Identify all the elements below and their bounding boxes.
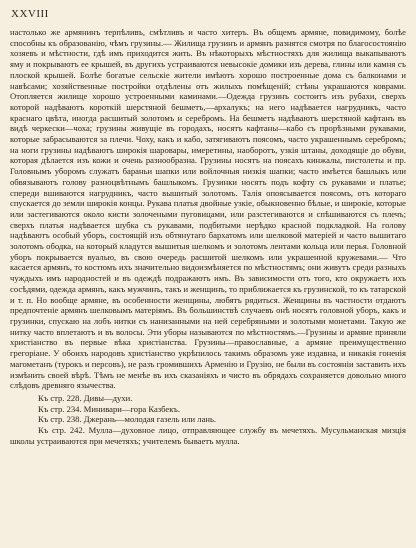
endnotes xyxy=(10,393,406,447)
body-paragraph: настолько же армянинъ терпѣливъ, смѣтливъ и часто хитеръ. Въ общемъ армяне, повидимому, болѣе способны къ образованію, чѣмъ грузины.— Жилища грузинъ и армянъ разнятся смотря по благосостоянію хозяевъ и мѣстности, гдѣ имъ приходится жить. Въ нѣкоторыхъ мѣстностяхъ для жилища выкапываютъ яму и покрываютъ ее крышей, въ другихъ устраиваются невысокіе домики изъ дерева, глины или камня съ плоской крышей. Болѣе богатые сельскіе жители имѣютъ хорошо построенные дома съ балконами и навѣсами; хозяйственные постройки отдѣлены отъ жилыхъ помѣщеній; стѣны украшаются коврами. Отопляется жилище хорошо устроенными каминами.—Одежда грузинъ состоитъ изъ рубахи, сверхъ которой надѣваютъ короткій шерстяной бешметъ,—архалукъ; на него надѣвается нагрудникъ, часто краснаго цвѣта, иногда расшитый золотомъ и серебромъ. На бешметъ надѣваютъ шерстяной кафтанъ въ видѣ черкески—чоха; грузины живущіе въ городахъ, носятъ кафтаны—кабо съ прорѣзными рукавами, которые забрасываются за плечи. Чоху, какъ и кабо, затягиваютъ поясомъ, часто украшеннымъ серебромъ; на ноги грузины надѣваютъ широкія шаровары, имеретины, наоборотъ, узкія штаны, доходящіе до обуви, которая дѣлается изъ кожи и очень разнообразна. Грузины носятъ на поясахъ кинжалы, пистолеты и пр. Головнымъ уборомъ служатъ бараньи шапки или войлочныя низкія шапки; часто имѣется башлыкъ или обвязываютъ голову разноцвѣтнымъ башлыкомъ. Грузинки носятъ подъ кофту съ рукавами и платье; спереди вшиваются нагрудникъ, часто вышитый золотомъ. Талія опоясывается поясомъ, отъ котораго спускается до земли широкія концы. Рукава платья двойные узкіе, обыкновенно бѣлые, и широкіе, которые или застегиваются около кисти золочеными пуговицами, или разстегиваются и спѣшиваются съ плечъ; сверхъ платья надѣвается шубка съ рукавами, подбитыми нерѣдко красной подкладкой. На голову надѣваютъ особый уборъ, состоящій изъ обтянутаго бархатомъ или шелковой матеріей и часто вышитаго золотомъ ободка, на который кладутся вышитыя шелкомъ и золотомъ лентами кольца или перья. Головной уборъ покрывается вуалью, въ свою очередь расшитой шелкомъ или украшенной кружевами.— Что касается армянъ, то костюмъ ихъ значительно видоизмѣняется по мѣстностямъ; они живутъ среди разныхъ чуждыхъ имъ народностей и въ одеждѣ подражаютъ имъ. Въ зависимости отъ того, кто окружаетъ ихъ сосѣдями, одежда армянъ, какъ мужчинъ, такъ и женщинъ, то приближается къ грузинской, то къ татарской и т. п. Но вообще армяне, въ особенности женщины, любятъ рядиться. Женщины въ частности отдаютъ предпочтеніе армянъ шелковымъ матеріямъ. Въ большинствѣ случаевъ онѣ носятъ головной уборъ, какъ и грузинки, спускаю на лобъ нитки съ нанизанными на ней серебряными и золотыми монетами. Такую же нитку часто вплетаютъ и въ волосы. Эти уборы называются по мѣстностямъ.—Грузины и армяне приняли христіанство въ первые вѣка христіанства. Грузины—православные, а армяне преимущественно грегоріане. У обоихъ народовъ христіанство укрѣпилось такимъ образомъ уже издавна, и никакія гоненія магометанъ (турокъ и персовъ), не разъ громившихъ Арменію и Грузію, не были въ состояніи заставить ихъ измѣнить своей вѣрѣ. Тѣмъ не менѣе въ ихъ сказаніяхъ и чисто въ обрядахъ сохраняется довольно много слѣдовъ древняго язычества. xyxy=(10,27,406,391)
endnote: Къ стр. 234. Минивари—гора Казбекъ. xyxy=(38,403,181,414)
endnote: Къ стр. 238. Джерань—молодая газель или лань. xyxy=(38,414,217,425)
endnote: Къ стр. 242. Мулла—духовное лицо, отправляющее службу въ мечетяхъ. Мусульманская мизція школы устраиваются при мечетяхъ; учителемъ бываетъ мулла. xyxy=(10,425,406,446)
page-number: XXVIII xyxy=(11,8,49,20)
endnote: Къ стр. 228. Дивы—духи. xyxy=(38,392,133,403)
